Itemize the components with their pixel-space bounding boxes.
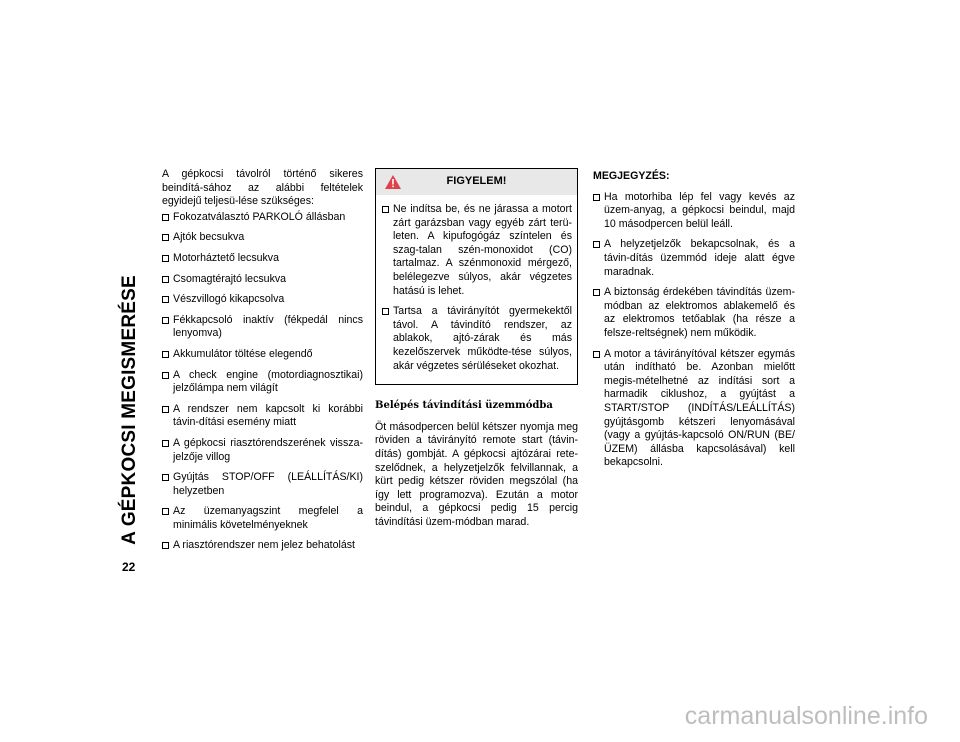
- checkbox-bullet-icon: [162, 508, 169, 515]
- list-item: Az üzemanyagszint megfelel a minimális követelményeknek: [162, 505, 363, 532]
- note-heading: MEGJEGYZÉS:: [593, 170, 670, 182]
- list-item: Fokozatválasztó PARKOLÓ állásban: [162, 211, 363, 225]
- list-item: A helyzetjelzők bekapcsolnak, és a távin-dítás üzemmód ideje alatt égve maradnak.: [593, 238, 795, 279]
- watermark: carmanualsonline.info: [684, 702, 928, 730]
- list-item: Fékkapcsoló inaktív (fékpedál nincs lenyomva): [162, 314, 363, 341]
- checkbox-bullet-icon: [593, 289, 600, 296]
- list-item: Ha motorhiba lép fel vagy kevés az üzem-anyag, a gépkocsi beindul, majd 10 másodpercen belül leáll.: [593, 191, 795, 232]
- list-item: Vészvillogó kikapcsolva: [162, 293, 363, 307]
- column-1: [162, 168, 363, 560]
- column-2: [375, 168, 578, 529]
- checkbox-bullet-icon: [162, 296, 169, 303]
- checkbox-bullet-icon: [162, 542, 169, 549]
- list-item: Tartsa a távirányítót gyermekektől távol. A távindító rendszer, az ablakok, ajtó-zárak és más kezelőszervek működte-tése súlyos, akár végzetes sérüléseket okozhat.: [382, 305, 572, 373]
- list-item: A gépkocsi riasztórendszerének vissza-jelzője villog: [162, 437, 363, 464]
- list-item: Ne indítsa be, és ne járassa a motort zárt garázsban vagy egyéb zárt terü-leten. A kipufogógáz színtelen és szag-talan szén-monoxidot (CO) tartalmaz. A szénmonoxid mérgező, belélegezve súlyos, akár végzetes hatású is lehet.: [382, 203, 572, 298]
- warning-title: FIGYELEM!: [446, 175, 507, 188]
- chapter-side-title: A GÉPKOCSI MEGISMERÉSE: [119, 275, 140, 545]
- list-item: A motor a távirányítóval kétszer egymás után indítható be. Azonban mielőtt megis-mételhetné az indítási sort a harmadik ciklushoz, a gyújtást a START/STOP (INDÍTÁS/LEÁLLÍTÁS) gyújtásgomb kétszeri lenyomásával (vagy a gyújtás-kapcsoló ON/RUN (BE/ÜZEM) állásba kapcsolásával) kell bekapcsolni.: [593, 348, 795, 470]
- checkbox-bullet-icon: [162, 351, 169, 358]
- checkbox-bullet-icon: [382, 206, 389, 213]
- checkbox-bullet-icon: [593, 351, 600, 358]
- warning-body: [376, 195, 577, 384]
- checkbox-bullet-icon: [162, 234, 169, 241]
- list-item: Csomagtérajtó lecsukva: [162, 273, 363, 287]
- section-paragraph: Öt másodpercen belül kétszer nyomja meg röviden a távirányító remote start (távin-dítás) gombját. A gépkocsi ajtózárai rete-szelődnek, a helyzetjelzők felvillannak, a kürt pedig kétszer röviden megszólal (ha így lett programozva). Ezután a motor beindul, a gépkocsi pedig 15 percig távindítási üzem-módban marad.: [375, 420, 578, 528]
- warning-header: [376, 169, 577, 195]
- warning-list: [382, 203, 572, 373]
- requirements-list: [162, 211, 363, 553]
- checkbox-bullet-icon: [593, 194, 600, 201]
- list-item: Motorháztető lecsukva: [162, 252, 363, 266]
- checkbox-bullet-icon: [162, 255, 169, 262]
- checkbox-bullet-icon: [162, 372, 169, 379]
- checkbox-bullet-icon: [162, 276, 169, 283]
- warning-triangle-icon: [384, 174, 402, 190]
- checkbox-bullet-icon: [162, 214, 169, 221]
- list-item: A check engine (motordiagnosztikai) jelzőlámpa nem világít: [162, 369, 363, 396]
- intro-text: A gépkocsi távolról történő sikeres beindítá-sához az alábbi feltételek egyidejű teljesü-lése szükséges:: [162, 168, 363, 208]
- list-item: A biztonság érdekében távindítás üzem-módban az elektromos ablakemelő és az elektromos tetőablak (ha része a felsze-reltségnek) nem működik.: [593, 286, 795, 340]
- checkbox-bullet-icon: [162, 317, 169, 324]
- list-item: Ajtók becsukva: [162, 231, 363, 245]
- section-heading: Belépés távindítási üzemmódba: [375, 400, 553, 412]
- checkbox-bullet-icon: [382, 308, 389, 315]
- column-3: [593, 170, 795, 477]
- checkbox-bullet-icon: [162, 440, 169, 447]
- page-number: 22: [122, 560, 136, 574]
- list-item: A rendszer nem kapcsolt ki korábbi távin-dítási esemény miatt: [162, 403, 363, 430]
- notes-list: [593, 191, 795, 470]
- list-item: Gyújtás STOP/OFF (LEÁLLÍTÁS/KI) helyzetben: [162, 471, 363, 498]
- warning-box: [375, 168, 578, 385]
- checkbox-bullet-icon: [593, 241, 600, 248]
- list-item: A riasztórendszer nem jelez behatolást: [162, 539, 363, 553]
- checkbox-bullet-icon: [162, 474, 169, 481]
- checkbox-bullet-icon: [162, 406, 169, 413]
- list-item: Akkumulátor töltése elegendő: [162, 348, 363, 362]
